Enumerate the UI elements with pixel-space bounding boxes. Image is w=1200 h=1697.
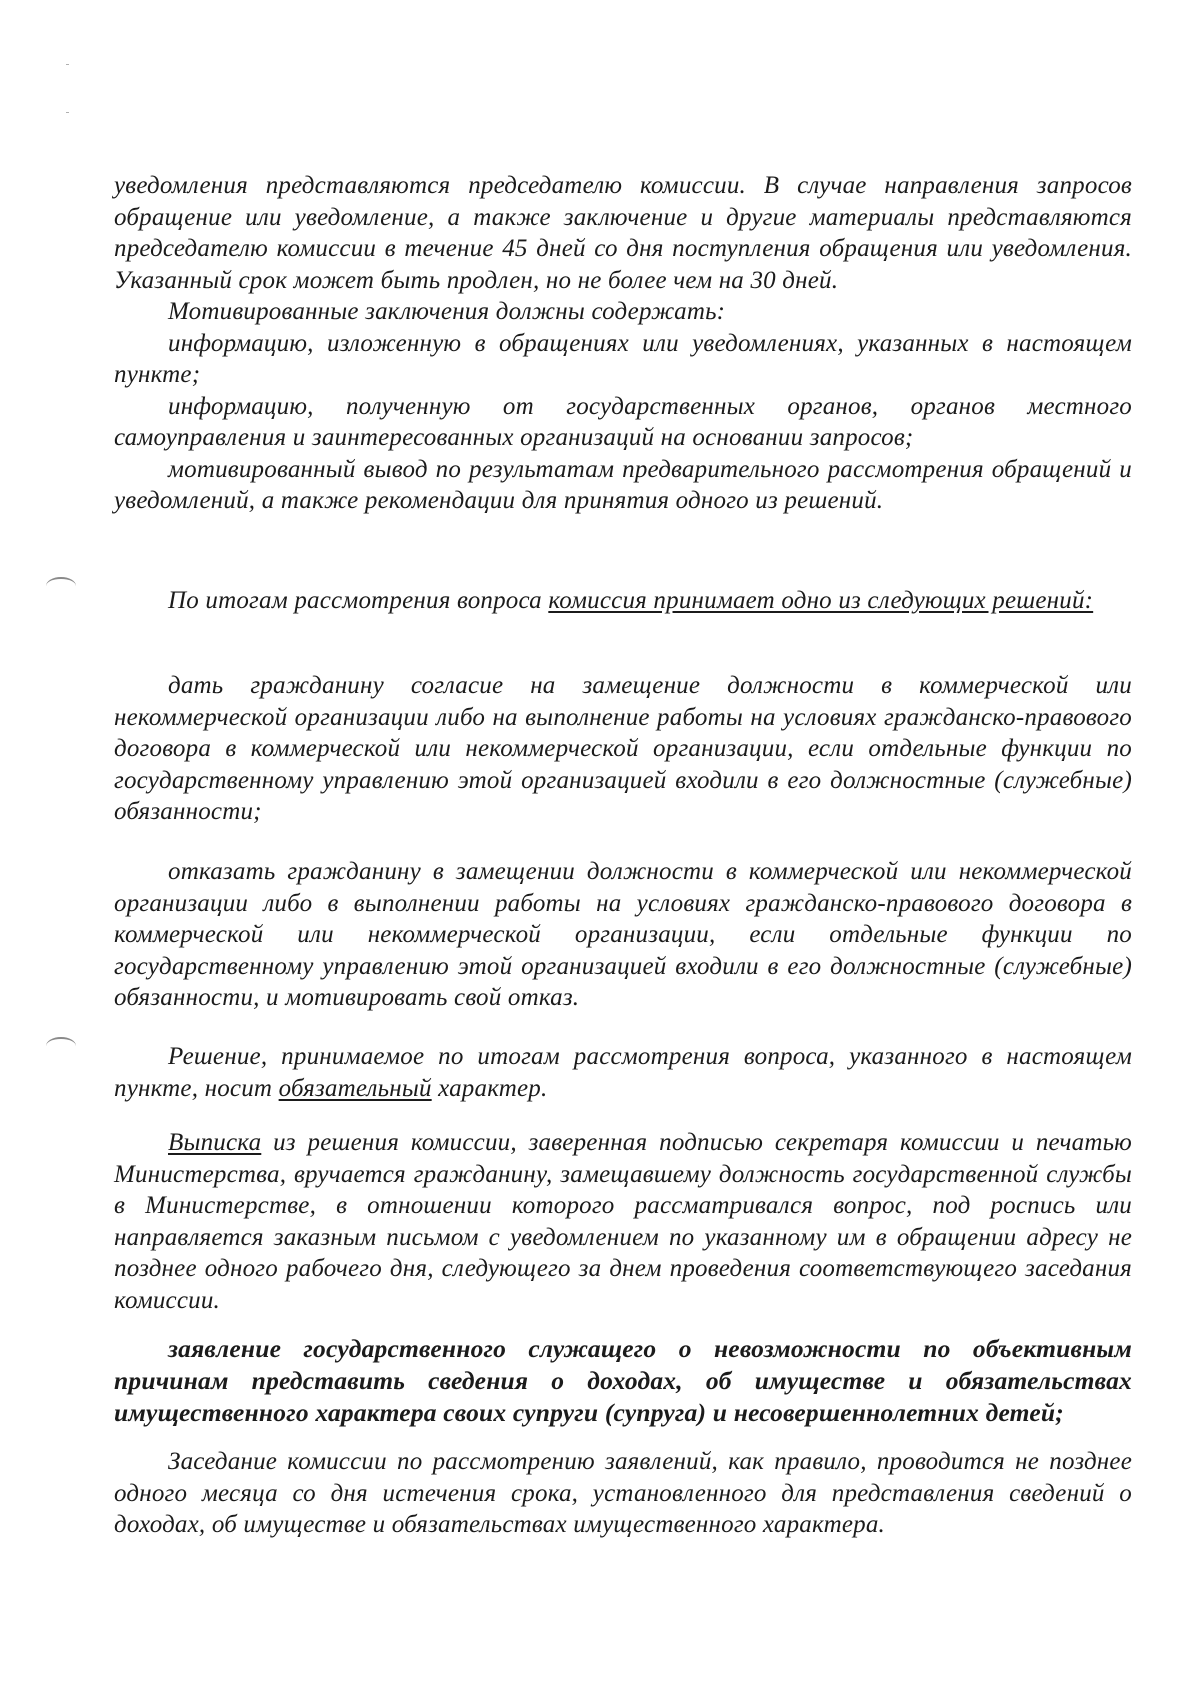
paragraph-decision-refusal: отказать гражданину в замещении должности в коммерческой или некоммерческой организации либо в выполнении работы на условиях гражданско-правового договора в коммерческой или некоммерческой организации, если отдельные функции по государственному управлению этой организацией входили в его должностные (служебные) обязанности, и мотивировать свой отказ. bbox=[114, 858, 1132, 1011]
paragraph-statement-heading: заявление государственного служащего о невозможности по объективным причинам представить сведения о доходах, об имуществе и обязательствах имущественного характера своих супруги (супруга) и несовершеннолетних детей; bbox=[114, 1334, 1132, 1427]
section-decision-binding bbox=[114, 1041, 1132, 1104]
paragraph-requests: уведомления представляются председателю комиссии. В случае направления запросов обращение или уведомление, а также заключение и другие материалы представляются председателю комиссии в течение 45 дней со дня поступления обращения или уведомления. Указанный срок может быть продлен, но не более чем на 30 дней. bbox=[114, 172, 1132, 294]
section-preliminary-review bbox=[114, 170, 1132, 517]
paragraph-conclusions-item-2: информацию, полученную от государственных органов, органов местного самоуправления и заинтересованных организаций на основании запросов; bbox=[114, 392, 1132, 451]
extract-rest: из решения комиссии, заверенная подписью секретаря комиссии и печатью Министерства, вручается гражданину, замещавшему должность государственной службы в Министерстве, в отношении которого рассматривался вопрос, под роспись или направляется заказным письмом с уведомлением по указанному им в обращении адресу не позднее одного рабочего дня, следующего за днем проведения соответствующего заседания комиссии. bbox=[114, 1129, 1132, 1314]
paragraph-conclusions-item-1: информацию, изложенную в обращениях или уведомлениях, указанных в настоящем пункте; bbox=[114, 329, 1132, 388]
extract-underlined: Выписка bbox=[168, 1129, 262, 1156]
section-statement-meeting bbox=[114, 1446, 1132, 1541]
decisions-intro-lead: По итогам рассмотрения вопроса bbox=[168, 587, 549, 614]
section-decision-refusal bbox=[114, 856, 1132, 1014]
binding-tail: характер. bbox=[431, 1074, 548, 1102]
binding-lead: Решение, принимаемое по итогам рассмотрения вопроса, указанного в настоящем пункте, носит bbox=[114, 1043, 1132, 1102]
decisions-intro-underlined: комиссия принимает одно из следующих решений: bbox=[548, 587, 1094, 614]
scan-speck bbox=[66, 112, 69, 113]
section-extract bbox=[114, 1127, 1132, 1316]
hole-punch-mark bbox=[46, 1037, 76, 1055]
section-decisions bbox=[114, 585, 1132, 617]
paragraph-conclusions-item-3: мотивированный вывод по результатам предварительного рассмотрения обращений и уведомлений, а также рекомендации для принятия одного из решений. bbox=[114, 455, 1132, 514]
paragraph-statement-meeting: Заседание комиссии по рассмотрению заявлений, как правило, проводится не позднее одного месяца со дня истечения срока, установленного для представления сведений о доходах, об имуществе и обязательствах имущественного характера. bbox=[114, 1448, 1132, 1538]
scan-speck bbox=[66, 64, 69, 65]
section-decision-consent bbox=[114, 670, 1132, 828]
binding-underlined: обязательный bbox=[278, 1074, 432, 1102]
section-statement-heading bbox=[114, 1333, 1132, 1429]
paragraph-decision-binding bbox=[114, 1041, 1132, 1104]
paragraph-conclusions-heading: Мотивированные заключения должны содержать: bbox=[168, 298, 726, 325]
hole-punch-mark bbox=[46, 577, 76, 595]
paragraph-decisions-intro bbox=[114, 585, 1132, 617]
paragraph-extract bbox=[114, 1127, 1132, 1316]
paragraph-decision-consent: дать гражданину согласие на замещение должности в коммерческой или некоммерческой организации либо на выполнение работы на условиях гражданско-правового договора в коммерческой или некоммерческой организации, если отдельные функции по государственному управлению этой организацией входили в его должностные (служебные) обязанности; bbox=[114, 672, 1132, 825]
